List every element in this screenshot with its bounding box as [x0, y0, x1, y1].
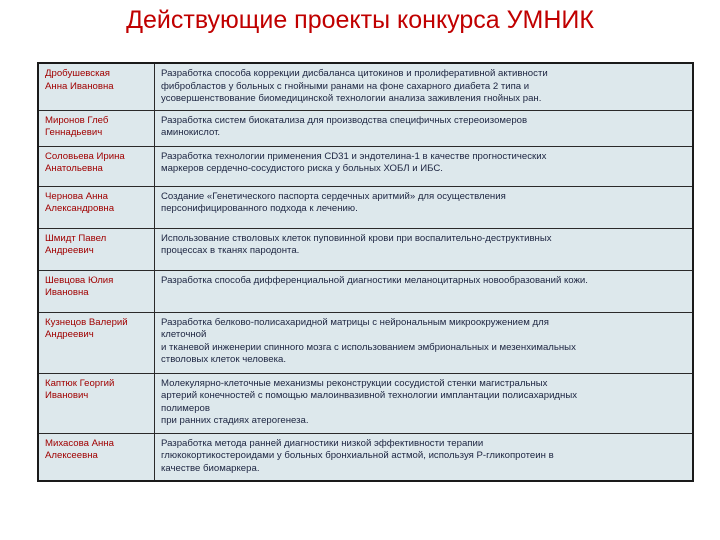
researcher-name: Шевцова Юлия Ивановна	[38, 270, 155, 312]
researcher-name: Шмидт Павел Андреевич	[38, 228, 155, 270]
project-description: Разработка способа дифференциальной диагностики меланоцитарных новообразований кожи.	[155, 270, 694, 312]
project-description: Разработка способа коррекции дисбаланса цитокинов и пролиферативной активности фибробластов у больных с гнойными ранами на фоне сахарного диабета 2 типа и усовершенствование биомедицинской технологии анализа заживления гнойных ран.	[155, 63, 694, 110]
table-row	[38, 186, 693, 228]
researcher-name: Соловьева Ирина Анатольевна	[38, 146, 155, 186]
researcher-name: Каптюк Георгий Иванович	[38, 373, 155, 433]
project-description: Разработка метода ранней диагностики низкой эффективности терапии глюкокортикостероидами у больных бронхиальной астмой, используя Р-гликопротеин в качестве биомаркера.	[155, 433, 694, 481]
project-description: Разработка систем биокатализа для производства специфичных стереоизомеров аминокислот.	[155, 110, 694, 146]
researcher-name: Михасова Анна Алексеевна	[38, 433, 155, 481]
table-row	[38, 63, 693, 110]
researcher-name: Кузнецов Валерий Андреевич	[38, 312, 155, 373]
table-row	[38, 373, 693, 433]
table-row	[38, 228, 693, 270]
project-description: Молекулярно-клеточные механизмы реконструкции сосудистой стенки магистральных артерий конечностей с помощью малоинвазивной технологии имплантации полисахаридных полимеров при ранних стадиях атерогенеза.	[155, 373, 694, 433]
table-row	[38, 312, 693, 373]
table-row	[38, 146, 693, 186]
researcher-name: Чернова Анна Александровна	[38, 186, 155, 228]
project-description: Создание «Генетического паспорта сердечных аритмий» для осуществления персонифицированного подхода к лечению.	[155, 186, 694, 228]
projects-table	[37, 62, 694, 482]
project-description: Использование стволовых клеток пуповинной крови при воспалительно-деструктивных процессах в тканях пародонта.	[155, 228, 694, 270]
project-description: Разработка технологии применения CD31 и эндотелина-1 в качестве прогностических маркеров сердечно-сосудистого риска у больных ХОБЛ и ИБС.	[155, 146, 694, 186]
table-row	[38, 110, 693, 146]
project-description: Разработка белково-полисахаридной матрицы с нейрональным микроокружением для клеточной и тканевой инженерии спинного мозга с использованием эмбриональных и мезенхимальных стволовых клеток человека.	[155, 312, 694, 373]
slide-title: Действующие проекты конкурса УМНИК	[126, 6, 594, 34]
researcher-name: Миронов Глеб Геннадьевич	[38, 110, 155, 146]
researcher-name: Дробушевская Анна Ивановна	[38, 63, 155, 110]
table-row	[38, 270, 693, 312]
table-row	[38, 433, 693, 481]
